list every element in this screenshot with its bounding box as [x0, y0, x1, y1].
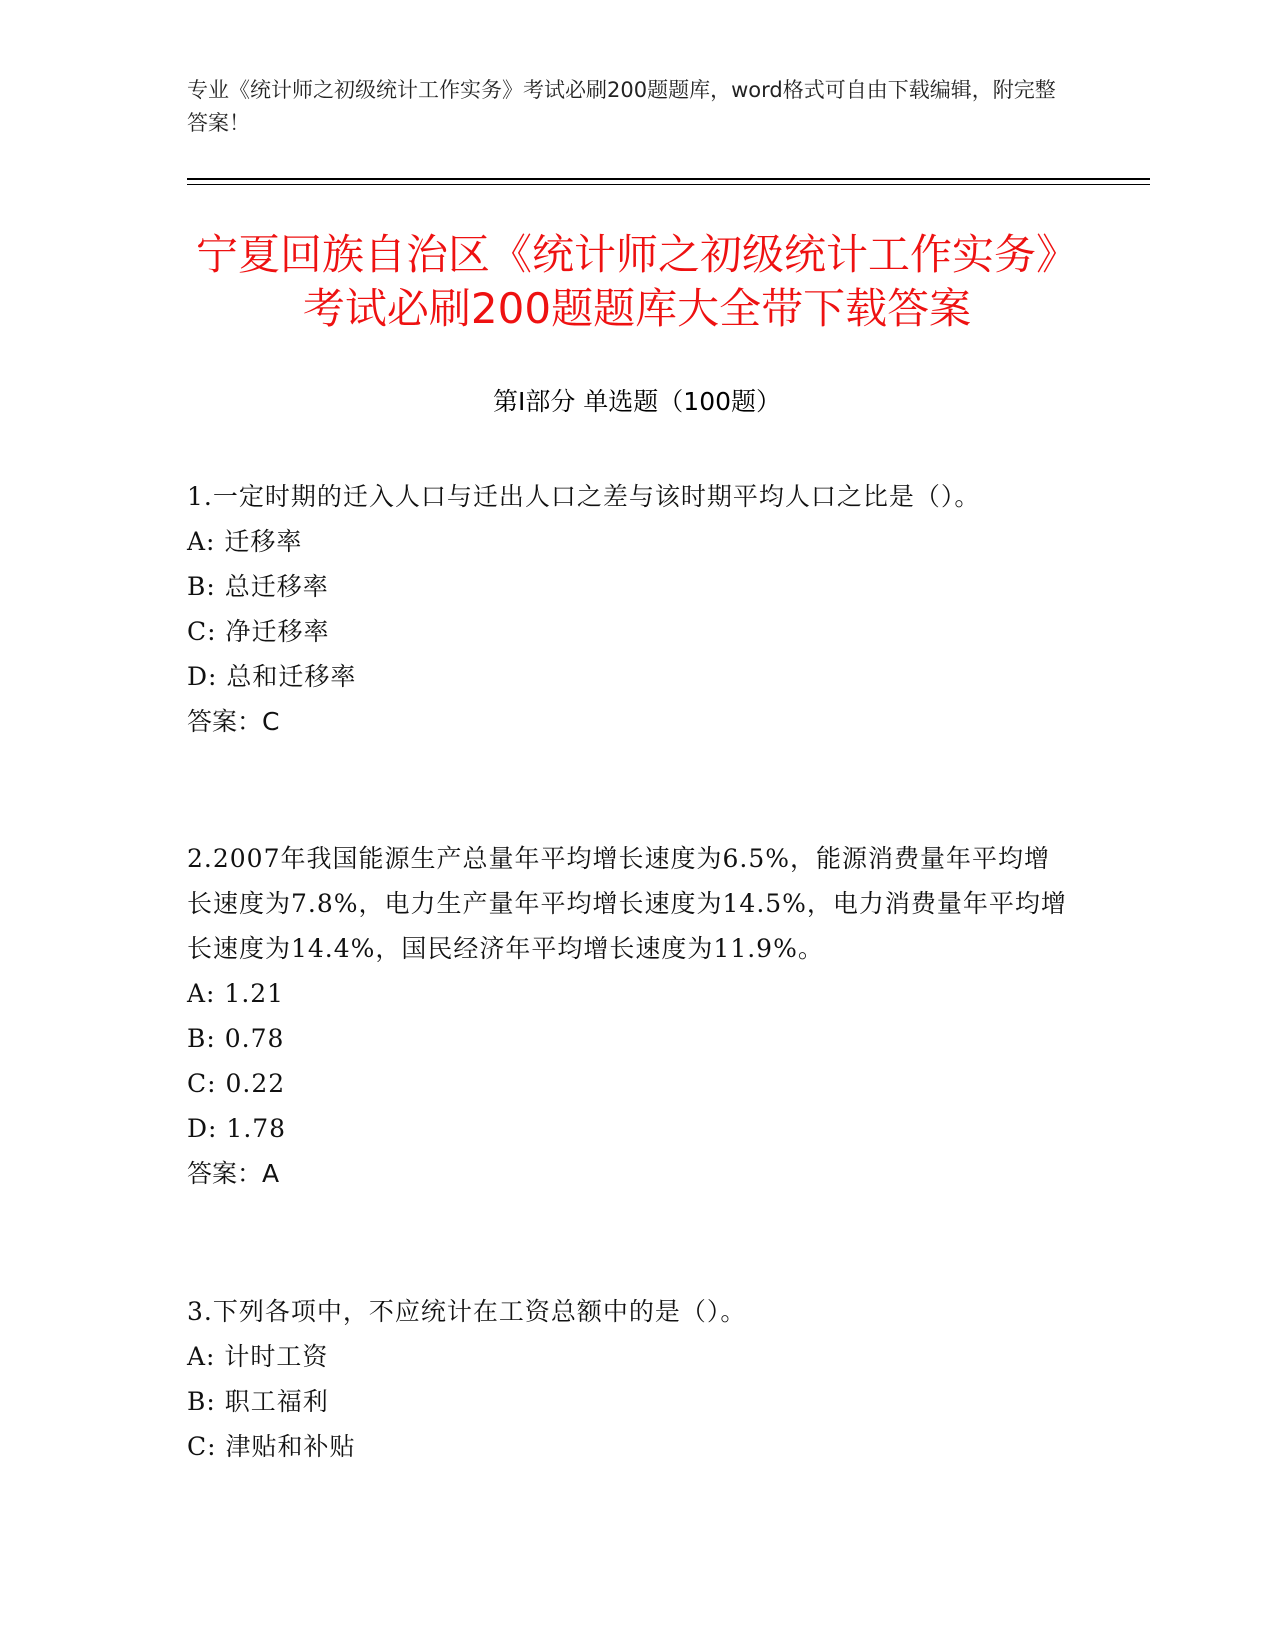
option-c: C: 津贴和补贴	[187, 1432, 356, 1461]
option-a: A: 迁移率	[187, 527, 303, 556]
option-d: D: 1.78	[187, 1114, 287, 1143]
header-divider-thick	[187, 178, 1150, 180]
header-divider-thin	[187, 184, 1150, 185]
option-c: C: 0.22	[187, 1069, 286, 1098]
answer: 答案：C	[187, 707, 280, 736]
question-3	[187, 1289, 1067, 1469]
question-stem: 1.一定时期的迁入人口与迁出人口之差与该时期平均人口之比是（）。	[187, 482, 981, 511]
header-note: 专业《统计师之初级统计工作实务》考试必刷200题题库，word格式可自由下载编辑，附完整答案！	[187, 78, 1056, 135]
question-1	[187, 474, 1067, 744]
question-stem: 3.下列各项中，不应统计在工资总额中的是（）。	[187, 1297, 747, 1326]
document-title: 宁夏回族自治区《统计师之初级统计工作实务》考试必刷200题题库大全带下载答案	[195, 230, 1078, 333]
option-b: B: 总迁移率	[187, 572, 329, 601]
question-2	[187, 836, 1067, 1196]
answer: 答案：A	[187, 1159, 280, 1188]
option-a: A: 1.21	[187, 979, 285, 1008]
option-b: B: 0.78	[187, 1024, 285, 1053]
section-heading: 第Ⅰ部分 单选题（100题）	[492, 387, 782, 416]
option-d: D: 总和迁移率	[187, 662, 357, 691]
option-b: B: 职工福利	[187, 1387, 329, 1416]
option-c: C: 净迁移率	[187, 617, 330, 646]
option-a: A: 计时工资	[187, 1342, 329, 1371]
question-stem: 2.2007年我国能源生产总量年平均增长速度为6.5%，能源消费量年平均增长速度为7.8%，电力生产量年平均增长速度为14.5%，电力消费量年平均增长速度为14.4%，国民经济年平均增长速度为11.9%。	[187, 844, 1067, 963]
